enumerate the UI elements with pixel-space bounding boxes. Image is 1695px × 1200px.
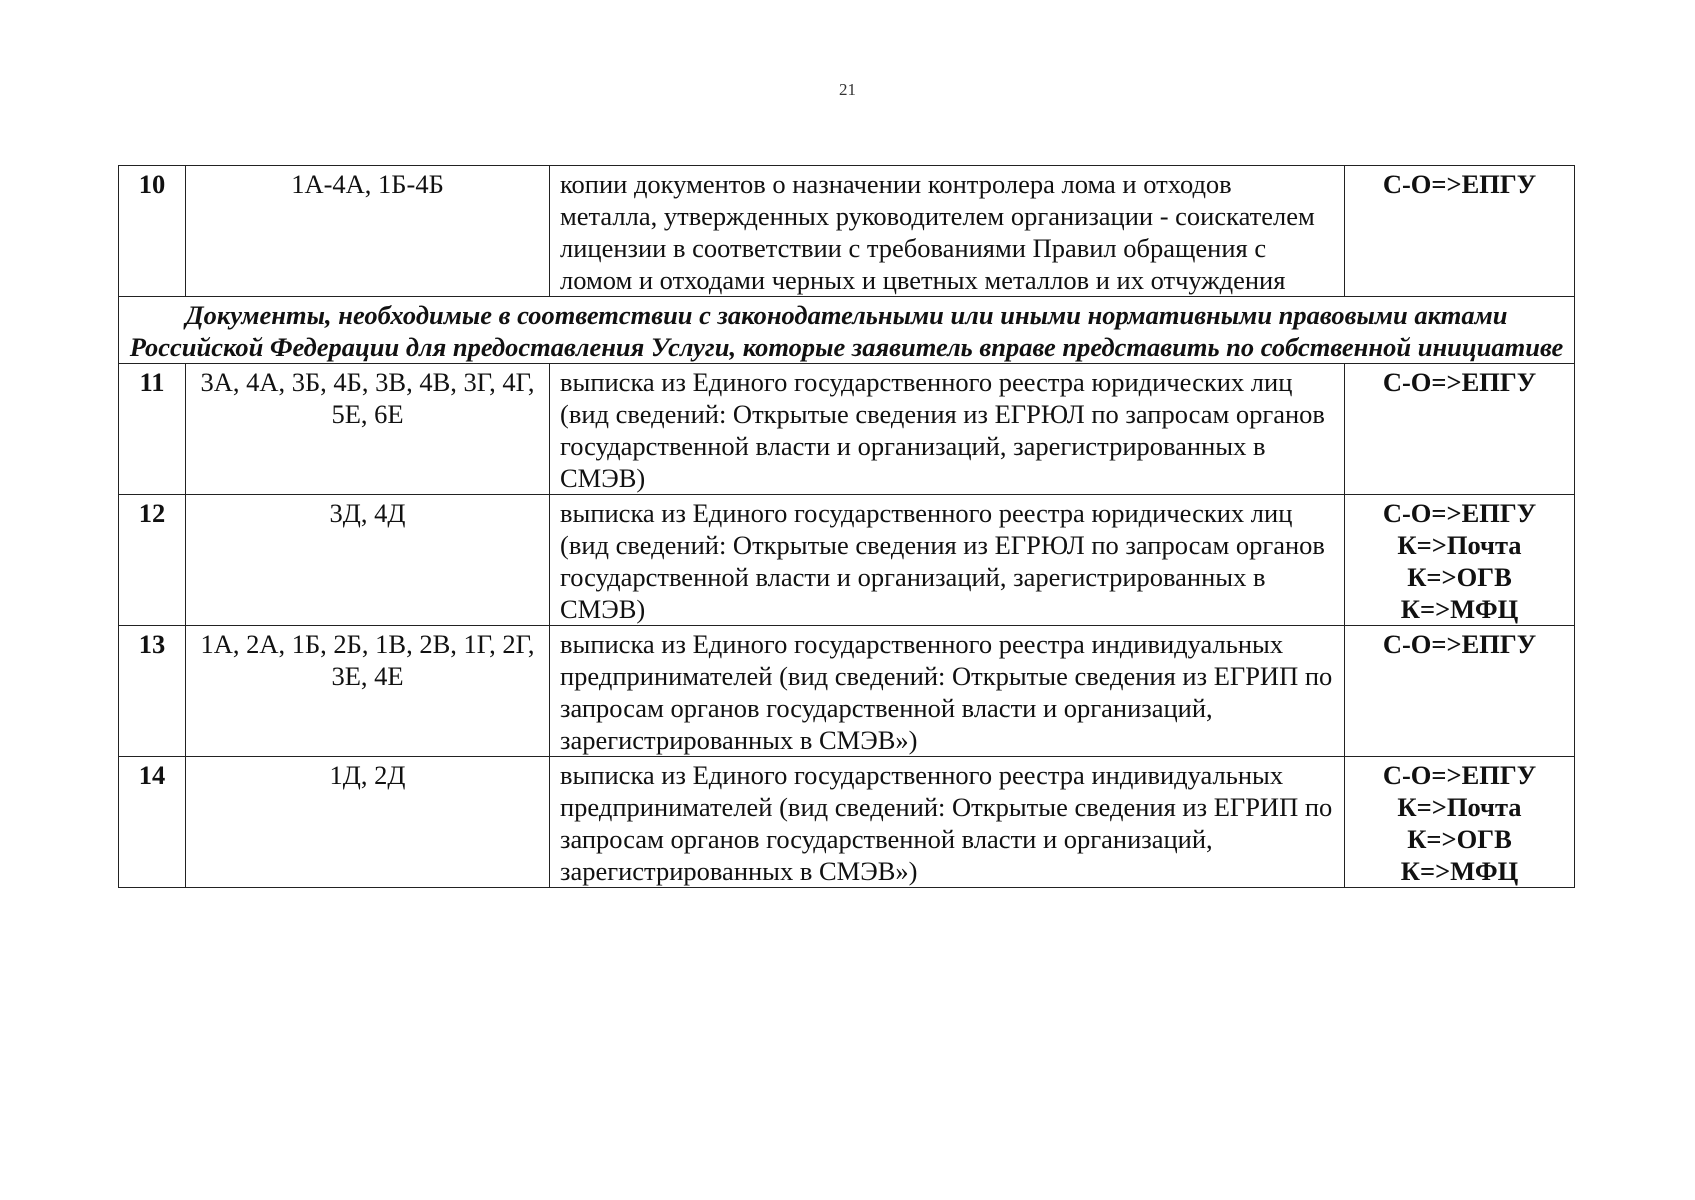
section-header-body <box>119 297 1575 364</box>
submission-channel: К=>Почта <box>1397 792 1522 822</box>
document-description-cell: выписка из Единого государственного реестра индивидуальных предпринимателей (вид сведений: Открытые сведения из ЕГРИП по запросам органов государственной власти и организаций, зарегистрированных в СМЭВ») <box>550 757 1345 888</box>
documents-table <box>118 165 1575 888</box>
applicant-codes-cell: 3А, 4А, 3Б, 4Б, 3В, 4В, 3Г, 4Г, 5Е, 6Е <box>186 364 550 495</box>
row-number-cell: 14 <box>119 757 186 888</box>
document-description-cell: выписка из Единого государственного реестра юридических лиц (вид сведений: Открытые сведения из ЕГРЮЛ по запросам органов государственной власти и организаций, зарегистрированных в СМЭВ) <box>550 495 1345 626</box>
section-header-cell: Документы, необходимые в соответствии с законодательными или иными нормативными правовыми актами Российской Федерации для предоставления Услуги, которые заявитель вправе представить по собственной инициативе <box>119 297 1575 364</box>
row-number-cell: 10 <box>119 166 186 297</box>
table-body-after <box>119 364 1575 888</box>
submission-channel: К=>ОГВ <box>1407 562 1512 592</box>
submission-channel: С-О=>ЕПГУ <box>1382 367 1537 397</box>
applicant-codes-cell: 1Д, 2Д <box>186 757 550 888</box>
submission-channels-cell <box>1345 364 1575 495</box>
table-body-before <box>119 166 1575 297</box>
page-number: 21 <box>839 80 856 99</box>
applicant-codes-cell: 3Д, 4Д <box>186 495 550 626</box>
applicant-codes-cell: 1А, 2А, 1Б, 2Б, 1В, 2В, 1Г, 2Г, 3Е, 4Е <box>186 626 550 757</box>
document-description-cell: выписка из Единого государственного реестра индивидуальных предпринимателей (вид сведений: Открытые сведения из ЕГРИП по запросам органов государственной власти и организаций, зарегистрированных в СМЭВ») <box>550 626 1345 757</box>
submission-channel: К=>ОГВ <box>1407 824 1512 854</box>
submission-channels-cell <box>1345 495 1575 626</box>
submission-channel: К=>МФЦ <box>1400 594 1519 624</box>
submission-channel: С-О=>ЕПГУ <box>1382 169 1537 199</box>
submission-channel: К=>МФЦ <box>1400 856 1519 886</box>
table-row <box>119 757 1575 888</box>
document-description-cell: копии документов о назначении контролера лома и отходов металла, утвержденных руководителем организации - соискателем лицензии в соответствии с требованиями Правил обращения с ломом и отходами черных и цветных металлов и их отчуждения <box>550 166 1345 297</box>
applicant-codes-cell: 1А-4А, 1Б-4Б <box>186 166 550 297</box>
row-number-cell: 11 <box>119 364 186 495</box>
submission-channels-cell <box>1345 166 1575 297</box>
table-row <box>119 495 1575 626</box>
table-row <box>119 364 1575 495</box>
submission-channel: С-О=>ЕПГУ <box>1382 498 1537 528</box>
row-number-cell: 13 <box>119 626 186 757</box>
submission-channel: К=>Почта <box>1397 530 1522 560</box>
submission-channel: С-О=>ЕПГУ <box>1382 760 1537 790</box>
table-row <box>119 626 1575 757</box>
submission-channels-cell <box>1345 626 1575 757</box>
section-header-row <box>119 297 1575 364</box>
submission-channel: С-О=>ЕПГУ <box>1382 629 1537 659</box>
row-number-cell: 12 <box>119 495 186 626</box>
document-description-cell: выписка из Единого государственного реестра юридических лиц (вид сведений: Открытые сведения из ЕГРЮЛ по запросам органов государственной власти и организаций, зарегистрированных в СМЭВ) <box>550 364 1345 495</box>
submission-channels-cell <box>1345 757 1575 888</box>
table-row <box>119 166 1575 297</box>
